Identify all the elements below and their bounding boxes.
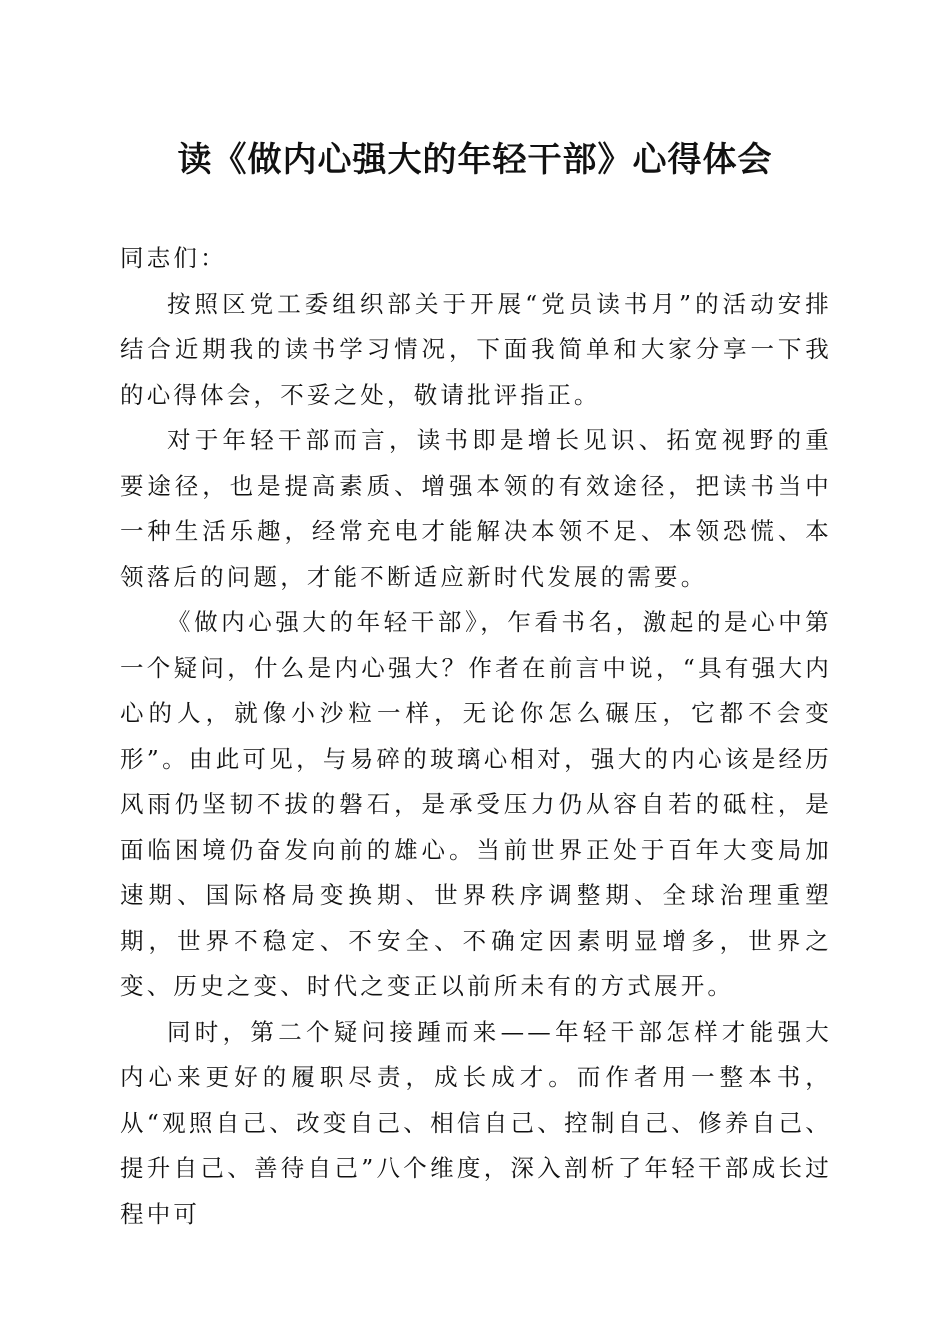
paragraph-3: 《做内心强大的年轻干部》，乍看书名，激起的是心中第一个疑问，什么是内心强大？作者在前言中说，“具有强大内心的人，就像小沙粒一样，无论你怎么碾压，它都不会变形”。由此可见，与易碎的玻璃心相对，强大的内心该是经历风雨仍坚韧不拔的磐石，是承受压力仍从容自若的砥柱，是面临困境仍奋发向前的雄心。当前世界正处于百年大变局加速期、国际格局变换期、世界秩序调整期、全球治理重塑期，世界不稳定、不安全、不确定因素明显增多，世界之变、历史之变、时代之变正以前所未有的方式展开。 <box>120 608 832 1000</box>
paragraph-4: 同时，第二个疑问接踵而来——年轻干部怎样才能强大内心来更好的履职尽责，成长成才。而作者用一整本书，从“观照自己、改变自己、相信自己、控制自己、修养自己、提升自己、善待自己”八个维度，深入剖析了年轻干部成长过程中可 <box>120 1017 832 1228</box>
document-title: 读《做内心强大的年轻干部》心得体会 <box>177 140 773 180</box>
paragraph-1: 按照区党工委组织部关于开展“党员读书月”的活动安排结合近期我的读书学习情况，下面我简单和大家分享一下我的心得体会，不妥之处，敬请批评指正。 <box>120 289 832 409</box>
salutation: 同志们： <box>120 244 227 272</box>
paragraph-2: 对于年轻干部而言，读书即是增长见识、拓宽视野的重要途径，也是提高素质、增强本领的有效途径，把读书当中一种生活乐趣，经常充电才能解决本领不足、本领恐慌、本领落后的问题，才能不断适应新时代发展的需要。 <box>120 426 832 591</box>
document-body <box>120 236 832 1237</box>
